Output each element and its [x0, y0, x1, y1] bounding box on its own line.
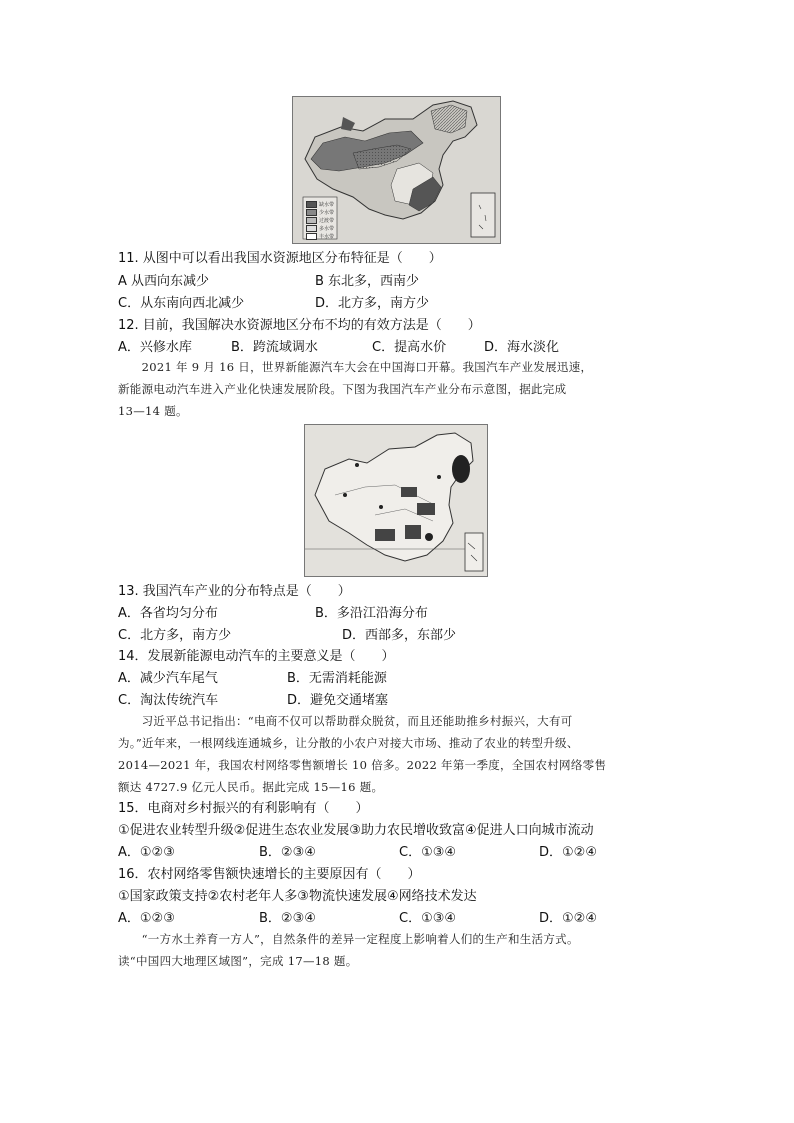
q15-option-c: C．①③④	[399, 845, 457, 860]
legend-label-3: 过渡带	[319, 218, 335, 224]
auto-industry-map	[304, 424, 488, 577]
legend-swatch-2	[306, 209, 317, 216]
q13-option-d: D．西部多，东部少	[342, 628, 457, 643]
passage-line: “一方水土养育一方人”，自然条件的差异一定程度上影响着人们的生产和生活方式。	[118, 932, 579, 946]
question-13-stem: 13. 我国汽车产业的分布特点是（ ）	[118, 584, 351, 599]
q12-option-c: C．提高水价	[372, 340, 447, 355]
passage-geographic-regions	[118, 928, 678, 972]
q13-option-c: C．北方多，南方少	[118, 628, 232, 643]
q16-option-b: B．②③④	[259, 911, 316, 926]
legend-label-4: 多水带	[319, 226, 335, 232]
q14-option-c: C．淘汰传统汽车	[118, 693, 219, 708]
q11-option-a: A 从西向东减少	[118, 274, 210, 289]
q15-option-a: A．①②③	[118, 845, 175, 860]
q14-option-a: A．减少汽车尾气	[118, 671, 218, 686]
legend-swatch-4	[306, 225, 317, 232]
passage-line: 新能源电动汽车进入产业化快速发展阶段。下图为我国汽车产业分布示意图，据此完成	[118, 382, 567, 396]
q16-option-c: C．①③④	[399, 911, 457, 926]
passage-new-energy-vehicles	[118, 356, 678, 422]
q15-items: ①促进农业转型升级②促进生态农业发展③助力农民增收致富④促进人口向城市流动	[118, 823, 594, 838]
question-14-stem: 14．发展新能源电动汽车的主要意义是（ ）	[118, 649, 395, 664]
q12-option-a: A．兴修水库	[118, 340, 192, 355]
legend-swatch-3	[306, 217, 317, 224]
q12-option-b: B．跨流域调水	[231, 340, 318, 355]
q13-option-a: A．各省均匀分布	[118, 606, 218, 621]
passage-line: 习近平总书记指出：“电商不仅可以帮助群众脱贫，而且还能助推乡村振兴，大有可	[118, 714, 573, 728]
water-resources-map	[292, 96, 501, 244]
legend-swatch-5	[306, 233, 317, 240]
passage-line: 2014—2021 年，我国农村网络零售额增长 10 倍多。2022 年第一季度，全国农村网络零售	[118, 758, 607, 772]
q16-items: ①国家政策支持②农村老年人多③物流快速发展④网络技术发达	[118, 889, 477, 904]
question-15-stem: 15．电商对乡村振兴的有利影响有（ ）	[118, 801, 369, 816]
q15-option-d: D．①②④	[539, 845, 597, 860]
auto-industry-map-drawing	[305, 425, 487, 576]
legend-label-2: 少水带	[319, 210, 335, 216]
passage-line: 额达 4727.9 亿元人民币。据此完成 15—16 题。	[118, 780, 384, 794]
q11-option-c: C．从东南向西北减少	[118, 296, 245, 311]
passage-line: 为。”近年来，一根网线连通城乡，让分散的小农户对接大市场、推动了农业的转型升级、	[118, 736, 579, 750]
q14-option-d: D．避免交通堵塞	[287, 693, 389, 708]
passage-line: 读“中国四大地理区域图”，完成 17—18 题。	[118, 954, 358, 968]
q11-option-d: D．北方多，南方少	[315, 296, 430, 311]
passage-line: 13—14 题。	[118, 404, 188, 418]
passage-line: 2021 年 9 月 16 日，世界新能源汽车大会在中国海口开幕。我国汽车产业发展迅速，	[118, 360, 593, 374]
legend-label-1: 缺水带	[319, 202, 335, 208]
legend-label-5: 丰水带	[319, 234, 335, 240]
question-16-stem: 16．农村网络零售额快速增长的主要原因有（ ）	[118, 867, 421, 882]
q11-option-b: B 东北多，西南少	[315, 274, 420, 289]
q15-option-b: B．②③④	[259, 845, 316, 860]
passage-e-commerce	[118, 710, 678, 798]
q12-option-d: D．海水淡化	[484, 340, 560, 355]
question-11-stem: 11. 从图中可以看出我国水资源地区分布特征是（ ）	[118, 251, 442, 266]
q16-option-d: D．①②④	[539, 911, 597, 926]
q13-option-b: B．多沿江沿海分布	[315, 606, 428, 621]
q16-option-a: A．①②③	[118, 911, 175, 926]
legend-swatch-1	[306, 201, 317, 208]
q14-option-b: B．无需消耗能源	[287, 671, 387, 686]
question-12-stem: 12. 目前，我国解决水资源地区分布不均的有效方法是（ ）	[118, 318, 481, 333]
